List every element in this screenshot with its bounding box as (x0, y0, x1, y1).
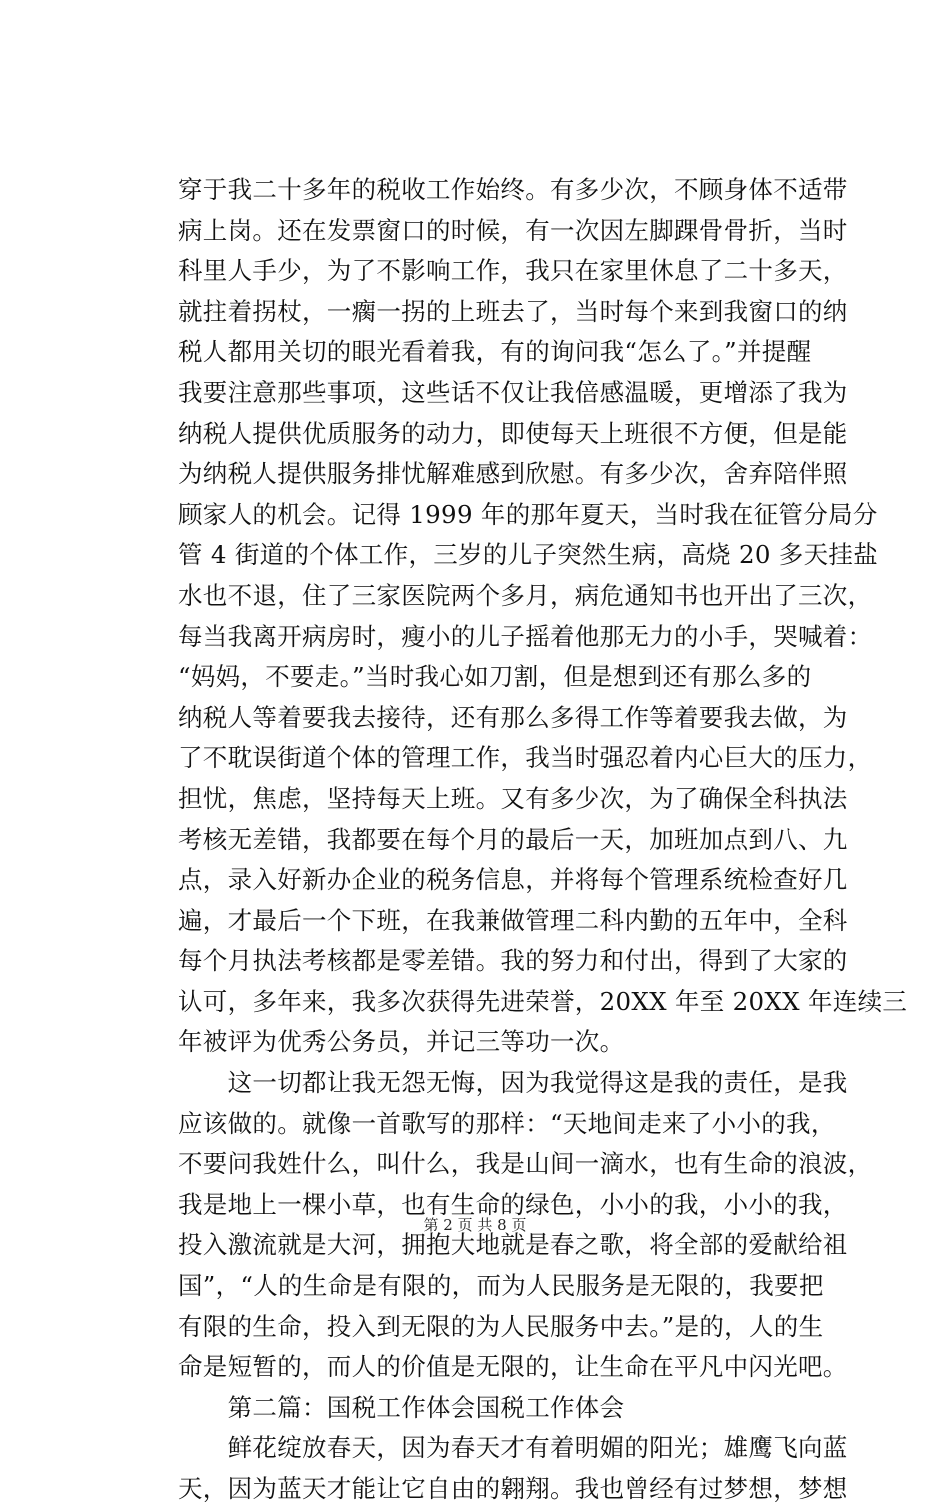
text-line: 顾家人的机会。记得 1999 年的那年夏天，当时我在征管分局分 (178, 499, 878, 529)
text-line: 每当我离开病房时，瘦小的儿子摇着他那无力的小手，哭喊着： (178, 621, 873, 651)
body-text (178, 170, 908, 1510)
text-line: 我要注意那些事项，这些话不仅让我倍感温暖，更增添了我为 (178, 377, 848, 407)
text-line: 考核无差错，我都要在每个月的最后一天，加班加点到八、九 (178, 824, 848, 854)
text-line: 为纳税人提供服务排忧解难感到欣慰。有多少次，舍弃陪伴照 (178, 459, 848, 489)
text-line: 天，因为蓝天才能让它自由的翱翔。我也曾经有过梦想，梦想 (178, 1474, 848, 1503)
text-line: 我是地上一棵小草，也有生命的绿色，小小的我，小小的我， (178, 1189, 848, 1219)
text-line: 不要问我姓什么，叫什么，我是山间一滴水，也有生命的浪波， (178, 1149, 873, 1179)
text-line: 担忧，焦虑，坚持每天上班。又有多少次，为了确保全科执法 (178, 783, 848, 813)
text-line: 纳税人提供优质服务的动力，即使每天上班很不方便，但是能 (178, 418, 848, 448)
text-line: 水也不退，住了三家医院两个多月，病危通知书也开出了三次， (178, 580, 873, 610)
text-line: 年被评为优秀公务员，并记三等功一次。 (178, 1027, 625, 1057)
text-line: 管 4 街道的个体工作，三岁的儿子突然生病，高烧 20 多天挂盐 (178, 540, 879, 570)
text-line: 税人都用关切的眼光看着我，有的询问我“怎么了。”并提醒 (178, 337, 812, 367)
page-footer (0, 1215, 950, 1235)
text-line: “妈妈，不要走。”当时我心如刀割，但是想到还有那么多的 (178, 662, 812, 692)
text-line: 每个月执法考核都是零差错。我的努力和付出，得到了大家的 (178, 946, 848, 976)
text-line: 了不耽误街道个体的管理工作，我当时强忍着内心巨大的压力， (178, 743, 873, 773)
text-line: 认可，多年来，我多次获得先进荣誉，20XX 年至 20XX 年连续三 (178, 986, 908, 1016)
text-line: 应该做的。就像一首歌写的那样：“天地间走来了小小的我， (178, 1108, 836, 1138)
text-line: 点，录入好新办企业的税务信息，并将每个管理系统检查好几 (178, 865, 848, 895)
text-line: 这一切都让我无怨无悔，因为我觉得这是我的责任，是我 (178, 1068, 848, 1098)
section-heading: 第二篇：国税工作体会国税工作体会 (178, 1392, 625, 1422)
text-line: 命是短暂的，而人的价值是无限的，让生命在平凡中闪光吧。 (178, 1352, 848, 1382)
text-line: 鲜花绽放春天，因为春天才有着明媚的阳光；雄鹰飞向蓝 (178, 1433, 848, 1463)
text-line: 病上岗。还在发票窗口的时候，有一次因左脚踝骨骨折，当时 (178, 215, 848, 245)
text-line: 有限的生命，投入到无限的为人民服务中去。”是的，人的生 (178, 1311, 824, 1341)
text-line: 穿于我二十多年的税收工作始终。有多少次，不顾身体不适带 (178, 175, 848, 204)
text-line: 就拄着拐杖，一瘸一拐的上班去了，当时每个来到我窗口的纳 (178, 296, 848, 326)
text-line: 科里人手少，为了不影响工作，我只在家里休息了二十多天， (178, 256, 848, 286)
text-line: 纳税人等着要我去接待，还有那么多得工作等着要我去做，为 (178, 702, 848, 732)
text-line: 遍，才最后一个下班，在我兼做管理二科内勤的五年中，全科 (178, 905, 848, 935)
page-number-label: 第 2 页 共 8 页 (423, 1216, 527, 1234)
text-line: 投入激流就是大河，拥抱大地就是春之歌，将全部的爱献给祖 (178, 1230, 848, 1260)
text-line: 国”，“人的生命是有限的，而为人民服务是无限的，我要把 (178, 1271, 824, 1301)
